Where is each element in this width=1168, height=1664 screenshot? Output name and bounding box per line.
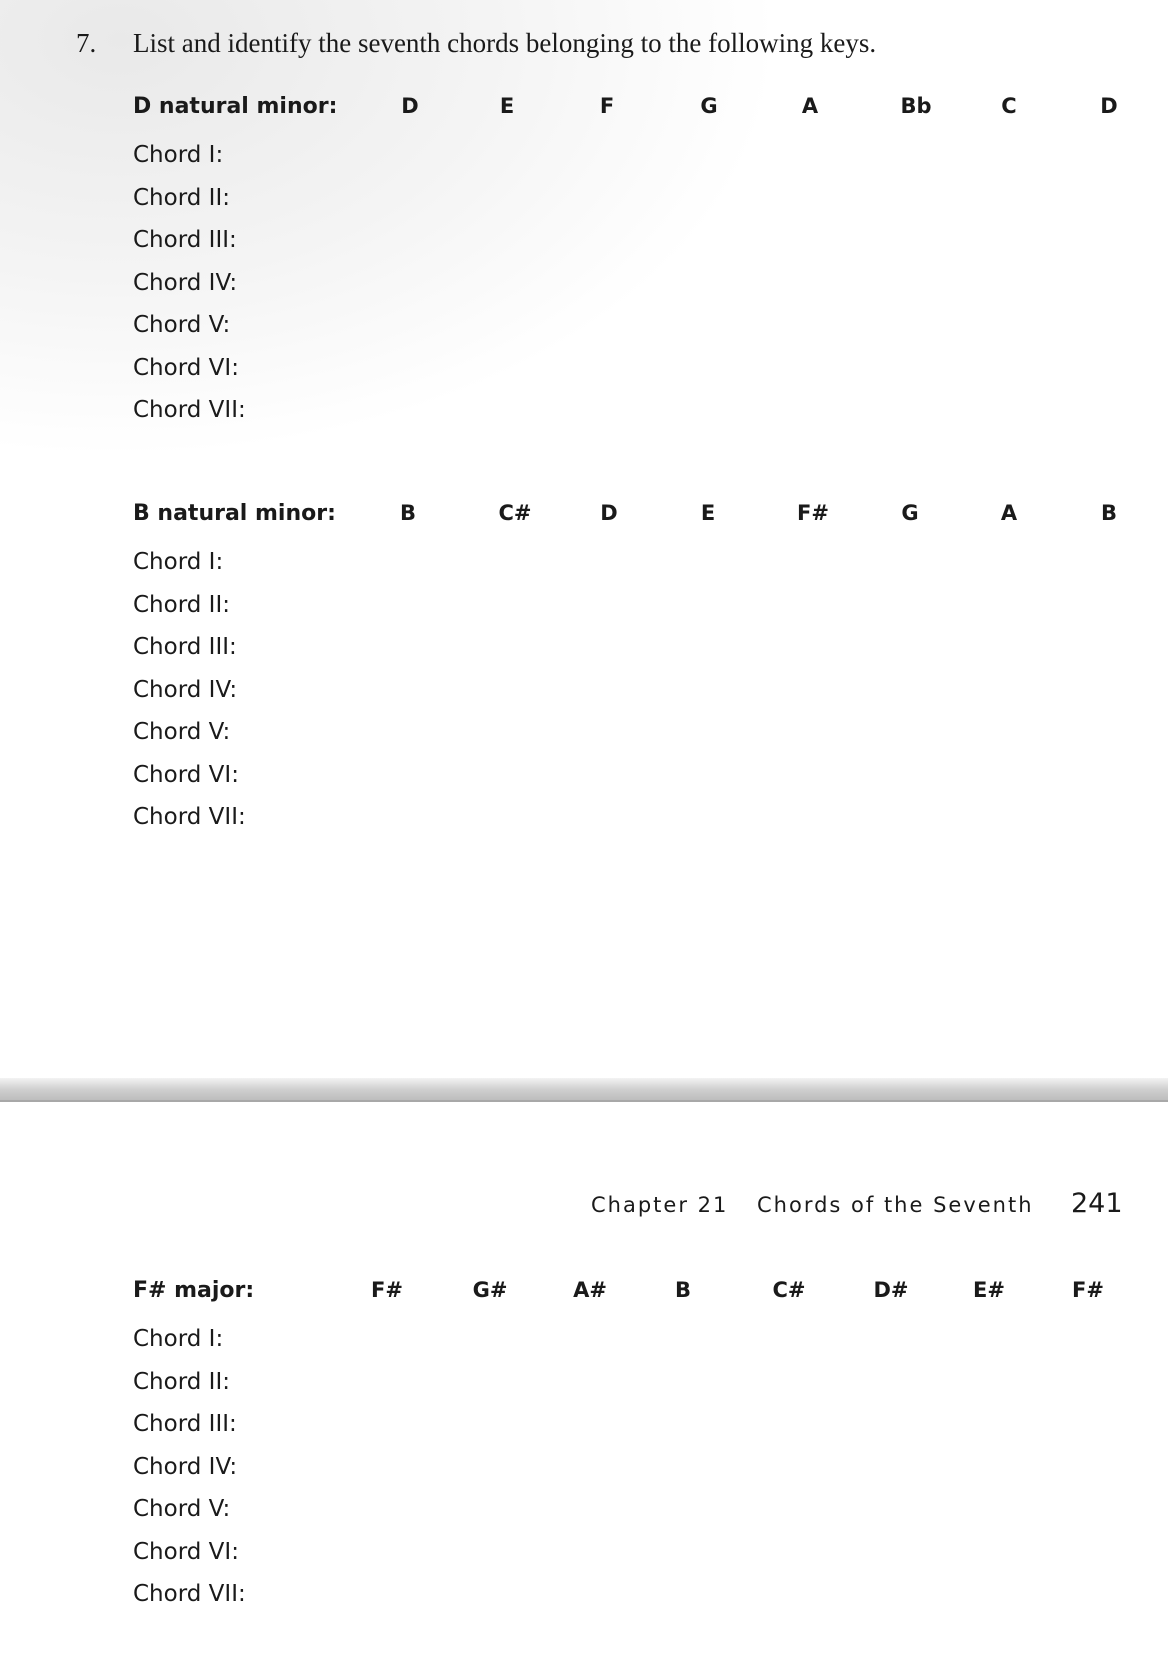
- scale-note: F#: [1072, 1278, 1104, 1302]
- chord-row-iii: Chord III:: [133, 1411, 237, 1437]
- chord-row-i: Chord I:: [133, 142, 224, 168]
- scale-note: B: [674, 1278, 692, 1302]
- scale-note: Bb: [900, 94, 932, 118]
- scale-note: A: [1000, 501, 1018, 525]
- chord-row-ii: Chord II:: [133, 184, 230, 211]
- chord-row-vii: Chord VII:: [133, 397, 246, 423]
- key-header: [133, 501, 1123, 541]
- chord-row-iii: Chord III:: [133, 227, 237, 253]
- key-label: F# major:: [133, 1278, 255, 1303]
- scale-note: B: [399, 501, 417, 525]
- key-section-b-natural-minor: [133, 501, 1123, 839]
- scale-note: C#: [772, 1278, 806, 1302]
- scale-note: G#: [472, 1278, 508, 1302]
- chord-row-vi: Chord VI:: [133, 1538, 239, 1565]
- scale-note: D: [600, 501, 618, 525]
- key-section-f-sharp-major: [133, 1278, 1123, 1616]
- scale-note: G: [700, 94, 718, 118]
- scale-note: B: [1100, 501, 1118, 525]
- chord-row-i: Chord I:: [133, 1326, 224, 1352]
- key-section-d-natural-minor: [133, 94, 1123, 432]
- question-number: 7.: [76, 28, 97, 58]
- scale-note: E: [700, 501, 716, 525]
- scale-note: C: [1001, 94, 1017, 118]
- chord-row-v: Chord V:: [133, 1496, 231, 1522]
- scale-note: A: [801, 94, 819, 118]
- scale-note: F#: [371, 1278, 403, 1302]
- chord-row-v: Chord V:: [133, 719, 231, 745]
- question-text: List and identify the seventh chords belonging to the following keys.: [133, 28, 877, 58]
- chord-row-ii: Chord II:: [133, 591, 230, 618]
- scale-note: E#: [973, 1278, 1005, 1302]
- key-header: [133, 1278, 1123, 1318]
- scale-note: D#: [873, 1278, 909, 1302]
- chord-row-v: Chord V:: [133, 312, 231, 338]
- scale-note: E: [499, 94, 515, 118]
- chord-row-ii: Chord II:: [133, 1368, 230, 1395]
- chord-row-vi: Chord VI:: [133, 354, 239, 381]
- footer-chapter: Chapter 21: [591, 1193, 729, 1217]
- scale-note: D: [401, 94, 419, 118]
- chord-row-vii: Chord VII:: [133, 804, 246, 830]
- key-header: [133, 94, 1123, 134]
- scale-note: D: [1100, 94, 1118, 118]
- page-divider: [0, 1078, 1168, 1102]
- scale-note: G: [901, 501, 919, 525]
- chord-row-iv: Chord IV:: [133, 1453, 238, 1480]
- scale-note: F: [599, 94, 615, 118]
- chord-row-vii: Chord VII:: [133, 1581, 246, 1607]
- scale-note: F#: [797, 501, 829, 525]
- key-label: D natural minor:: [133, 94, 338, 119]
- chord-row-vi: Chord VI:: [133, 761, 239, 788]
- chord-row-i: Chord I:: [133, 549, 224, 575]
- footer-title: Chords of the Seventh: [757, 1193, 1034, 1217]
- chord-row-iv: Chord IV:: [133, 269, 238, 296]
- key-label: B natural minor:: [133, 501, 336, 526]
- footer-page-number: 241: [1071, 1188, 1123, 1219]
- scale-note: A#: [573, 1278, 607, 1302]
- chord-row-iv: Chord IV:: [133, 676, 238, 703]
- chord-row-iii: Chord III:: [133, 634, 237, 660]
- scale-note: C#: [498, 501, 532, 525]
